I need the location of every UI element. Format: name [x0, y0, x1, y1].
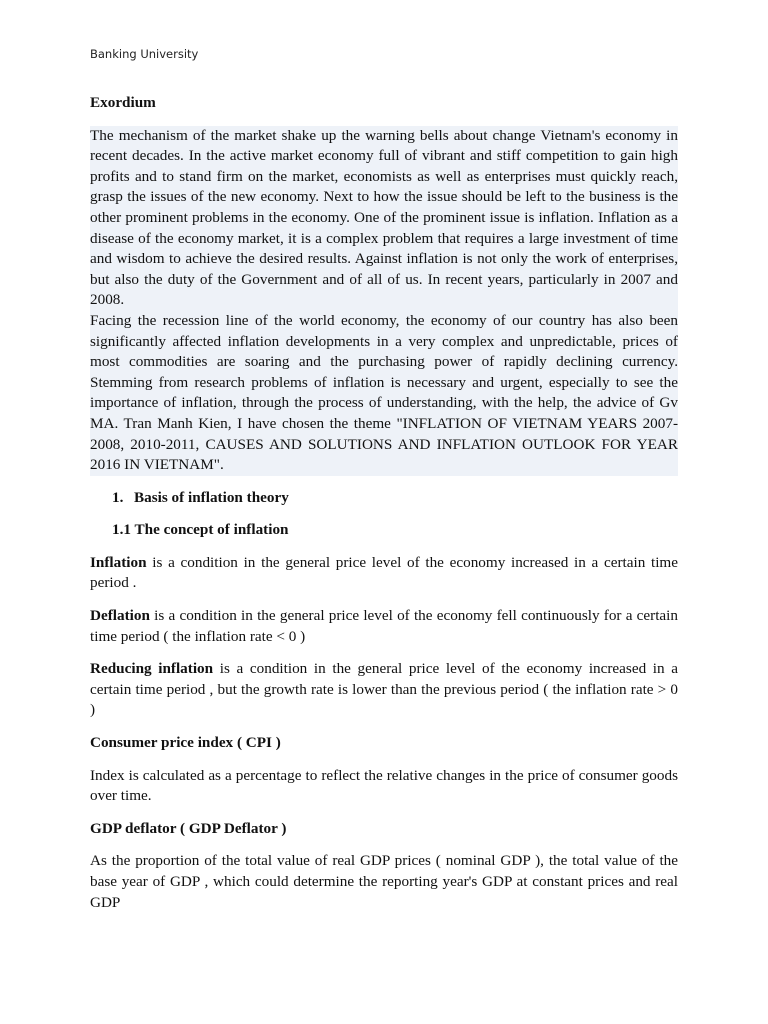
- exordium-paragraph-1: The mechanism of the market shake up the warning bells about change Vietnam's economy in recent decades. In the active market economy full of vibrant and stiff competition to gain high profits and to stand firm on the market, economists as well as enterprises must quickly reach, grasp the issues of the new economy. Next to how the issue should be left to the business is the other prominent problems in the economy. One of the prominent issue is inflation. Inflation as a disease of the economy market, it is a complex problem that requires a large investment of time and wisdom to achieve the desired results. Against inflation is not only the work of enterprises, but also the duty of the Government and of all of us. In recent years, particularly in 2007 and 2008.: [90, 126, 678, 309]
- term-deflation: Deflation: [90, 607, 150, 625]
- document-body: [90, 93, 678, 913]
- definition-reducing-inflation-text: is a condition in the general price level of the economy increased in a certain time period , but the growth rate is lower than the previous period ( the inflation rate > 0 ): [90, 660, 678, 719]
- definition-inflation: [90, 553, 678, 594]
- term-reducing-inflation: Reducing inflation: [90, 660, 214, 678]
- page-header: Banking University: [90, 47, 199, 61]
- cpi-text: Index is calculated as a percentage to reflect the relative changes in the price of consumer goods over time.: [90, 766, 678, 805]
- exordium-heading: Exordium: [90, 94, 156, 111]
- section-title: Basis of inflation theory: [134, 488, 289, 506]
- definition-reducing-inflation: [90, 659, 678, 721]
- highlighted-selection[interactable]: [90, 126, 678, 476]
- term-inflation: Inflation: [90, 553, 147, 571]
- definition-deflation-text: is a condition in the general price level of the economy fell continuously for a certain time period ( the inflation rate < 0 ): [90, 607, 678, 645]
- section-number: 1.: [112, 488, 124, 506]
- gdp-deflator-heading: GDP deflator ( GDP Deflator ): [90, 819, 287, 837]
- exordium-paragraph-2: Facing the recession line of the world economy, the economy of our country has also been significantly affected inflation developments in a very complex and unpredictable, prices of most commodities are soaring and the purchasing power of rapidly declining currency. Stemming from research problems of inflation is necessary and urgent, especially to see the importance of inflation, through the process of understanding, with the help, the advice of Gv MA. Tran Manh Kien, I have chosen the theme "INFLATION OF VIETNAM YEARS 2007- 2008, 2010-2011, CAUSES AND SOLUTIONS AND INFLATION OUTLOOK FOR YEAR 2016 IN VIETNAM".: [90, 311, 678, 474]
- definition-inflation-text: is a condition in the general price level of the economy increased in a certain time period .: [90, 553, 678, 592]
- subsection-heading-1-1: 1.1 The concept of inflation: [112, 521, 289, 539]
- gdp-deflator-text: As the proportion of the total value of real GDP prices ( nominal GDP ), the total value of the base year of GDP , which could determine the reporting year's GDP at constant prices and real GDP: [90, 852, 678, 911]
- section-heading-1: [112, 488, 678, 509]
- definition-deflation: [90, 606, 678, 647]
- cpi-heading: Consumer price index ( CPI ): [90, 734, 281, 752]
